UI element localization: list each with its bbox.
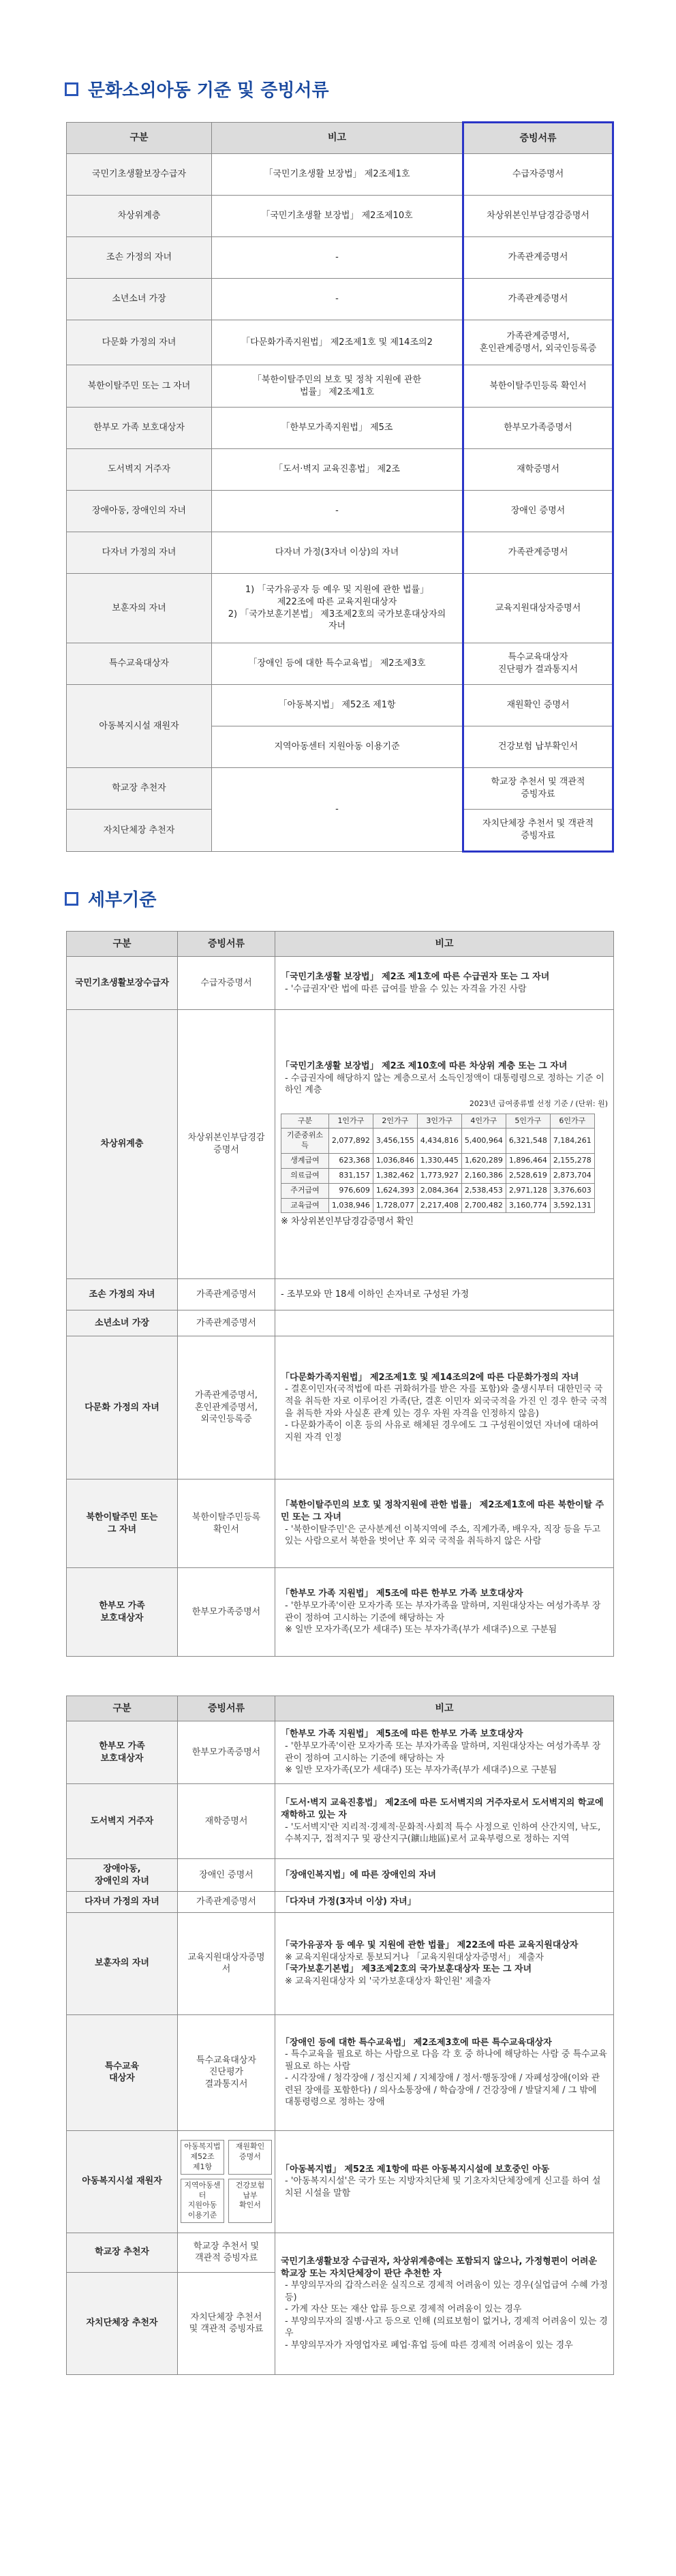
- criteria-table: [66, 121, 614, 853]
- income-cell: 3,592,131: [550, 1198, 594, 1213]
- row-proof: 장애인 증명서: [178, 1859, 275, 1892]
- header-type: 구분: [67, 932, 178, 957]
- row-type: 한부모 가족 보호대상자: [67, 1721, 178, 1784]
- header-note: 비고: [212, 123, 463, 154]
- income-row-label: 생계급여: [281, 1154, 329, 1169]
- cell-type: 학교장 추천자: [67, 768, 212, 810]
- cell-type: 아동복지시설 재원자: [67, 685, 212, 768]
- row-type: 다문화 가정의 자녀: [67, 1336, 178, 1479]
- cell-proof: 가족관계증명서: [463, 237, 613, 279]
- header-proof: 증빙서류: [178, 932, 275, 957]
- income-cell: 2,084,364: [417, 1183, 461, 1198]
- cell-proof: 차상위본인부담경감증명서: [463, 196, 613, 237]
- income-cell: 2,077,892: [328, 1129, 373, 1154]
- income-cell: 623,368: [328, 1154, 373, 1169]
- row-proof: 차상위본인부담경감 증명서: [178, 1010, 275, 1279]
- row-type: 차상위계층: [67, 1010, 178, 1279]
- row-type: 조손 가정의 자녀: [67, 1279, 178, 1310]
- income-row-label: 주거급여: [281, 1183, 329, 1198]
- row-proof: 가족관계증명서: [178, 1892, 275, 1913]
- row-note: 「국민기초생활 보장법」 제2조 제1호에 따른 수급권자 또는 그 자녀 - '수급권자'란 법에 따른 급여를 받을 수 있는 자격을 가진 사람: [275, 957, 614, 1010]
- income-row: [281, 1129, 595, 1154]
- row-proof: 교육지원대상자증명 서: [178, 1912, 275, 2014]
- header-proof: 증빙서류: [463, 123, 613, 154]
- detail-table-1: [66, 931, 614, 1657]
- income-col-header: 5인가구: [506, 1114, 550, 1129]
- income-cell: 2,217,408: [417, 1198, 461, 1213]
- row-note: 「아동복지법」 제52조 제1항에 따른 아동복지시설에 보호중인 아동 - '아동복지시설'은 국가 또는 지방자치단체 및 기초자치단체장에게 신고를 하여 설치된 시설을 말함: [275, 2130, 614, 2233]
- row-proof: 재학증명서: [178, 1784, 275, 1859]
- row-note: 「다자녀 가정(3자녀 이상) 자녀」: [275, 1892, 614, 1913]
- income-cell: 1,773,927: [417, 1168, 461, 1183]
- row-proof: 자치단체장 추천서 및 객관적 증빙자료: [178, 2272, 275, 2374]
- cell-proof: 장애인 증명서: [463, 491, 613, 532]
- cell-type: 조손 가정의 자녀: [67, 237, 212, 279]
- sub-proof-2: 건강보험 납부 확인서: [228, 2179, 272, 2223]
- cell-note: -: [212, 237, 463, 279]
- row-note: 「도서·벽지 교육진흥법」 제2조에 따른 도서벽지의 거주자로서 도서벽지의 학교에 재학하고 있는 자 - '도서벽지'란 지리적·경제적·문화적·사회적 특수 사정으로 인하여 산간지역, 낙도, 수복지구, 접적지구 및 광산지구(鑛山地區)로서 교육부령으로 정하는 지역: [275, 1784, 614, 1859]
- cell-type: 특수교육대상자: [67, 643, 212, 685]
- row-proof: 수급자증명서: [178, 957, 275, 1010]
- row-proof: 북한이탈주민등록 확인서: [178, 1479, 275, 1568]
- cell-note: 1) 「국가유공자 등 예우 및 지원에 관한 법률」 제22조에 따른 교육지원대상자 2) 「국가보훈기본법」 제3조제2호의 국가보훈대상자의 자녀: [212, 574, 463, 643]
- header-note: 비고: [275, 1696, 614, 1721]
- cell-type: 한부모 가족 보호대상자: [67, 408, 212, 449]
- cell-proof: 교육지원대상자증명서: [463, 574, 613, 643]
- row-note: 「한부모 가족 지원법」 제5조에 따른 한부모 가족 보호대상자 - '한부모가족'이란 모자가족 또는 부자가족을 말하며, 지원대상자는 여성가족부 장관이 정하여 고시하는 기준에 해당하는 자 ※ 일반 모자가족(모가 세대주) 또는 부자가족(부가 세대주)으로 구분됨: [275, 1721, 614, 1784]
- income-table: [281, 1114, 595, 1214]
- cell-proof: 한부모가족증명서: [463, 408, 613, 449]
- income-cell: 4,434,816: [417, 1129, 461, 1154]
- criteria-row: [67, 768, 613, 810]
- cell-type: 도서벽지 거주자: [67, 449, 212, 491]
- income-row-label: 교육급여: [281, 1198, 329, 1213]
- income-cell: 1,382,462: [373, 1168, 417, 1183]
- row-note: 「한부모 가족 지원법」 제5조에 따른 한부모 가족 보호대상자 - '한부모가족'이란 모자가족 또는 부자가족을 말하며, 지원대상자는 여성가족부 장관이 정하여 고시하는 기준에 해당하는 자 ※ 일반 모자가족(모가 세대주) 또는 부자가족(부가 세대주)으로 구분됨: [275, 1568, 614, 1657]
- criteria-row: [67, 196, 613, 237]
- criteria-row: [67, 643, 613, 685]
- criteria-row: [67, 685, 613, 726]
- cell-proof: 재학증명서: [463, 449, 613, 491]
- income-cell: 1,728,077: [373, 1198, 417, 1213]
- income-cell: 1,620,289: [461, 1154, 506, 1169]
- cell-note: -: [212, 491, 463, 532]
- criteria-row: [67, 279, 613, 320]
- income-col-header: 구분: [281, 1114, 329, 1129]
- criteria-row: [67, 574, 613, 643]
- sub-criteria-2: 지역아동센터 지원아동 이용기준: [181, 2179, 224, 2223]
- row-type: 보훈자의 자녀: [67, 1912, 178, 2014]
- cell-type: 자치단체장 추천자: [67, 810, 212, 852]
- cell-proof: 가족관계증명서: [463, 532, 613, 574]
- income-cell: 3,160,774: [506, 1198, 550, 1213]
- row-proof: 한부모가족증명서: [178, 1721, 275, 1784]
- row-note: 국민기초생활보장 수급권자, 차상위계층에는 포함되지 않으나, 가정형편이 어려운 학교장 또는 자치단체장이 판단 추천한 자 - 부양의무자의 갑작스러운 실직으로 경제적 어려움이 있는 경우(실업급여 수혜 가정 등) - 가계 자산 또는 재산 압류 등으로 경제적 어려움이 있는 경우 - 부양의무자의 질병·사고 등으로 인해 (의료보험이 없거나, 경제적 어려움이 있는 경우 - 부양의무자가 자영업자로 폐업·휴업 등에 따른 경제적 어려움이 있는 경우: [275, 2233, 614, 2374]
- row-note: 「장애인 등에 대한 특수교육법」 제2조제3호에 따른 특수교육대상자 - 특수교육을 필요로 하는 사람으로 다음 각 호 중 하나에 해당하는 사람 중 특수교육 필요로 하는 사람 - 시각장애 / 청각장애 / 정신지체 / 지체장애 / 정서·행동장애 / 자폐성장애(이와 관련된 장애를 포함한다) / 의사소통장애 / 학습장애 / 건강장애 / 발달지체 / 그 밖에 대통령령으로 정하는 장애: [275, 2014, 614, 2130]
- income-col-header: 1인가구: [328, 1114, 373, 1129]
- income-cell: 2,873,704: [550, 1168, 594, 1183]
- criteria-row: [67, 532, 613, 574]
- cell-note: 「장애인 등에 대한 특수교육법」 제2조제3호: [212, 643, 463, 685]
- income-cell: 1,896,464: [506, 1154, 550, 1169]
- cell-note: 「국민기초생활 보장법」 제2조제10호: [212, 196, 463, 237]
- income-col-header: 6인가구: [550, 1114, 594, 1129]
- criteria-row: [67, 320, 613, 365]
- cell-note: 「아동복지법」 제52조 제1항: [212, 685, 463, 726]
- cell-proof: 특수교육대상자 진단평가 결과통지서: [463, 643, 613, 685]
- square-bullet-icon: [65, 82, 78, 96]
- income-cell: 7,184,261: [550, 1129, 594, 1154]
- row-proof: 한부모가족증명서: [178, 1568, 275, 1657]
- income-cell: 2,160,386: [461, 1168, 506, 1183]
- cell-proof: 가족관계증명서: [463, 279, 613, 320]
- row-note: [275, 1310, 614, 1336]
- header-type: 구분: [67, 123, 212, 154]
- income-row-label: 기준중위소득: [281, 1129, 329, 1154]
- section2-title: 세부기준: [65, 886, 156, 911]
- income-cell: 1,038,946: [328, 1198, 373, 1213]
- row-note: - 조부모와 만 18세 이하인 손자녀로 구성된 가정: [275, 1279, 614, 1310]
- cell-proof: 북한이탈주민등록 확인서: [463, 365, 613, 408]
- income-cell: 1,330,445: [417, 1154, 461, 1169]
- income-cell: 5,400,964: [461, 1129, 506, 1154]
- row-note: 「국민기초생활 보장법」 제2조 제10호에 따른 차상위 계층 또는 그 자녀 - 수급권자에 해당하지 않는 계층으로서 소득인정액이 대통령령으로 정하는 기준 이하인 계층 2023년 급여종류별 선정 기준 / (단위: 원) 구분 1인가구 2인가구 3인가구 4인가구 5인가구 6인가구 기준중위소득 2,077,892 3,456,155 4,434,816 5,400,964 6,321,548 7,184,261 생계급여 623,368 1,036,846 1,330,445 1,620,289 1,896,464 2,155,278 의료급여 831,157 1,382,462 1,773,927 2,160,386 2,528,619 2,873,704 주거급여 976,609 1,624,393 2,084,364 2,538,453 2,971,128 3,376,603 교육급여 1,038,946 1,728,077 2,217,408 2,700,482 3,160,774 3,592,131 ※ 차상위본인부담경감증명서 확인: [275, 1010, 614, 1279]
- detail-table-2: [66, 1696, 614, 2375]
- cell-note: 「북한이탈주민의 보호 및 정착 지원에 관한 법률」 제2조제1호: [212, 365, 463, 408]
- income-cell: 2,700,482: [461, 1198, 506, 1213]
- row-proof: 특수교육대상자 진단평가 결과통지서: [178, 2014, 275, 2130]
- criteria-rows: [67, 154, 613, 852]
- income-cell: 2,155,278: [550, 1154, 594, 1169]
- criteria-row: [67, 237, 613, 279]
- row-type: 자치단체장 추천자: [67, 2272, 178, 2374]
- criteria-row: [67, 365, 613, 408]
- row-note: 「다문화가족지원법」 제2조제1호 및 제14조의2에 따른 다문화가정의 자녀 - 결혼이민자(국적법에 따른 귀화허가를 받은 자를 포함)와 출생시부터 대한민국 국적을 취득한 자로 이루어진 가족(단, 결혼 이민자 외국국적을 가진 인 경우 한국 국적을 취득한 자와 사실혼 관계 있는 경우 자원 자격을 인정하지 않음) - 다문화가족이 이혼 등의 사유로 해체된 경우에도 그 구성원이었던 자녀에 대하여 지원 자격 인정: [275, 1336, 614, 1479]
- header-note: 비고: [275, 932, 614, 957]
- cell-proof: 학교장 추천서 및 객관적 증빙자료: [463, 768, 613, 810]
- row-type: 특수교육 대상자: [67, 2014, 178, 2130]
- row-type: 북한이탈주민 또는 그 자녀: [67, 1479, 178, 1568]
- row-type: 한부모 가족 보호대상자: [67, 1568, 178, 1657]
- cell-proof: 재원확인 증명서: [463, 685, 613, 726]
- cell-type: 차상위계층: [67, 196, 212, 237]
- cell-note: 「도서·벽지 교육진흥법」 제2조: [212, 449, 463, 491]
- cell-note: 「한부모가족지원법」 제5조: [212, 408, 463, 449]
- row-type: 다자녀 가정의 자녀: [67, 1892, 178, 1913]
- cell-proof: 가족관계증명서, 혼인관계증명서, 외국인등록증: [463, 320, 613, 365]
- income-row: [281, 1198, 595, 1213]
- cell-proof: 건강보험 납부확인서: [463, 726, 613, 768]
- income-cell: 831,157: [328, 1168, 373, 1183]
- header-type: 구분: [67, 1696, 178, 1721]
- cell-type: 소년소녀 가장: [67, 279, 212, 320]
- cell-note: 다자녀 가정(3자녀 이상)의 자녀: [212, 532, 463, 574]
- income-cell: 6,321,548: [506, 1129, 550, 1154]
- cell-note: 「국민기초생활 보장법」 제2조제1호: [212, 154, 463, 196]
- income-cell: 1,624,393: [373, 1183, 417, 1198]
- cell-type: 북한이탈주민 또는 그 자녀: [67, 365, 212, 408]
- cell-note: -: [212, 279, 463, 320]
- cell-type: 국민기초생활보장수급자: [67, 154, 212, 196]
- cell-type: 장애아동, 장애인의 자녀: [67, 491, 212, 532]
- income-row: [281, 1183, 595, 1198]
- income-cell: 2,528,619: [506, 1168, 550, 1183]
- row-proof: 가족관계증명서: [178, 1279, 275, 1310]
- row-type: 도서벽지 거주자: [67, 1784, 178, 1859]
- income-col-header: 2인가구: [373, 1114, 417, 1129]
- row-note: 「북한이탈주민의 보호 및 정착지원에 관한 법률」 제2조제1호에 따른 북한이탈 주민 또는 그 자녀 - '북한이탈주민'은 군사분계선 이북지역에 주소, 직계가족, 배우자, 직장 등을 두고 있는 사람으로서 북한을 벗어난 후 외국 국적을 취득하지 않은 사람: [275, 1479, 614, 1568]
- row-type: 학교장 추천자: [67, 2233, 178, 2272]
- income-row-label: 의료급여: [281, 1168, 329, 1183]
- cell-type: 다자녀 가정의 자녀: [67, 532, 212, 574]
- income-cell: 3,376,603: [550, 1183, 594, 1198]
- cell-proof: 자치단체장 추천서 및 객관적 증빙자료: [463, 810, 613, 852]
- row-type: 장애아동, 장애인의 자녀: [67, 1859, 178, 1892]
- row-proof: [178, 2130, 275, 2233]
- income-cell: 2,971,128: [506, 1183, 550, 1198]
- income-row: [281, 1154, 595, 1169]
- row-note: 「장애인복지법」에 따른 장애인의 자녀: [275, 1859, 614, 1892]
- cell-type: 다문화 가정의 자녀: [67, 320, 212, 365]
- income-table-caption: 2023년 급여종류별 선정 기준 / (단위: 원): [469, 1099, 608, 1108]
- row-proof: 가족관계증명서: [178, 1310, 275, 1336]
- income-cell: 2,538,453: [461, 1183, 506, 1198]
- square-bullet-icon: [65, 892, 78, 906]
- header-proof: 증빙서류: [178, 1696, 275, 1721]
- criteria-row: [67, 408, 613, 449]
- row-type: 소년소녀 가장: [67, 1310, 178, 1336]
- criteria-row: [67, 154, 613, 196]
- sub-proof-1: 재원확인 증명서: [228, 2140, 272, 2175]
- income-row: [281, 1168, 595, 1183]
- cell-proof: 수급자증명서: [463, 154, 613, 196]
- income-cell: 976,609: [328, 1183, 373, 1198]
- row-type: 아동복지시설 재원자: [67, 2130, 178, 2233]
- cell-note: -: [212, 768, 463, 852]
- cell-note: 「다문화가족지원법」 제2조제1호 및 제14조의2: [212, 320, 463, 365]
- income-col-header: 4인가구: [461, 1114, 506, 1129]
- income-cell: 3,456,155: [373, 1129, 417, 1154]
- row-proof: 가족관계증명서, 혼인관계증명서, 외국인등록증: [178, 1336, 275, 1479]
- income-cell: 1,036,846: [373, 1154, 417, 1169]
- cell-note: 지역아동센터 지원아동 이용기준: [212, 726, 463, 768]
- row-proof: 학교장 추천서 및 객관적 증빙자료: [178, 2233, 275, 2272]
- row-note: 「국가유공자 등 예우 및 지원에 관한 법률」 제22조에 따른 교육지원대상자 ※ 교육지원대상자로 통보되거나 「교육지원대상자증명서」 제출자 「국가보훈기본법」 제3조제2호의 국가보훈대상자 또는 그 자녀 ※ 교육지원대상자 외 '국가보훈대상자 확인원' 제출자: [275, 1912, 614, 2014]
- criteria-row: [67, 491, 613, 532]
- cell-type: 보훈자의 자녀: [67, 574, 212, 643]
- income-col-header: 3인가구: [417, 1114, 461, 1129]
- row-type: 국민기초생활보장수급자: [67, 957, 178, 1010]
- sub-criteria-1: 아동복지법 제52조 제1항: [181, 2140, 224, 2175]
- criteria-row: [67, 449, 613, 491]
- section1-title: 문화소외아동 기준 및 증빙서류: [65, 76, 329, 102]
